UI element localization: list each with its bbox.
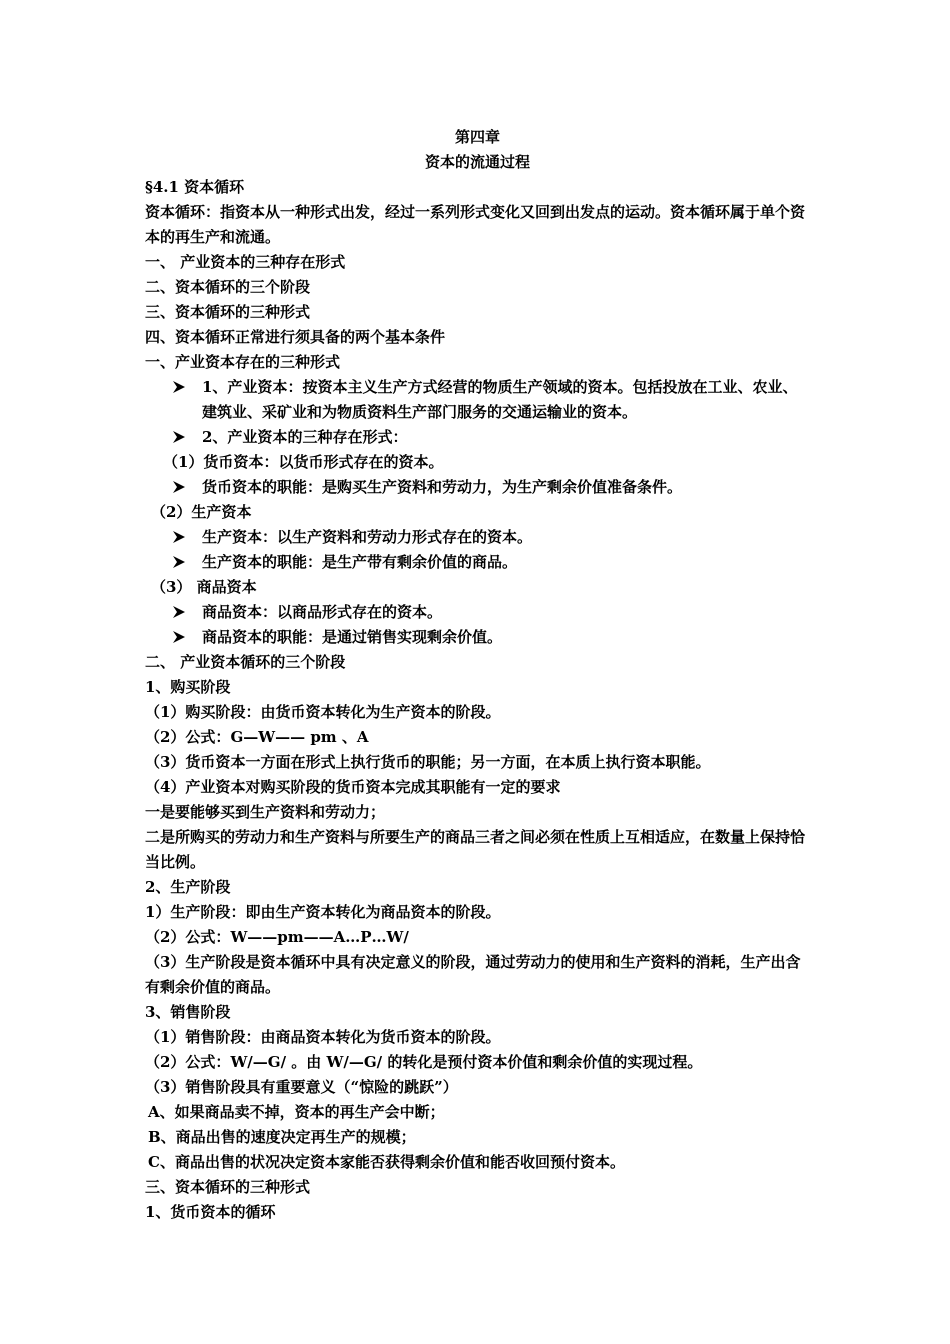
bullet-item bbox=[145, 550, 810, 575]
part2-heading: 二、 产业资本循环的三个阶段 bbox=[145, 653, 346, 671]
arrow-bullet-icon bbox=[173, 425, 187, 450]
text-paragraph: 二是所购买的劳动力和生产资料与所要生产的商品三者之间必须在性质上互相适应，在数量上保持恰当比例。 bbox=[145, 828, 806, 871]
arrow-bullet-icon bbox=[173, 600, 187, 625]
bullet-text: 生产资本：以生产资料和劳动力形式存在的资本。 bbox=[202, 528, 533, 546]
formula-line: （2）公式：W——pm——A…P…W/ bbox=[145, 928, 409, 946]
document-page bbox=[145, 125, 810, 1225]
outline-item: 二、资本循环的三个阶段 bbox=[145, 278, 311, 296]
bullet-item bbox=[145, 625, 810, 650]
bullet-text: 1、产业资本：按资本主义生产方式经营的物质生产领域的资本。包括投放在工业、农业、建筑业、采矿业和为物质资料生产部门服务的交通运输业的资本。 bbox=[202, 378, 798, 421]
outline-item: 四、资本循环正常进行须具备的两个基本条件 bbox=[145, 328, 446, 346]
text-paragraph: （3）生产阶段是资本循环中具有决定意义的阶段，通过劳动力的使用和生产资料的消耗，生产出含有剩余价值的商品。 bbox=[145, 953, 801, 996]
list-item: C、商品出售的状况决定资本家能否获得剩余价值和能否收回预付资本。 bbox=[148, 1153, 625, 1171]
text-line: 一是要能够买到生产资料和劳动力； bbox=[145, 803, 386, 821]
text-line: （1）购买阶段：由货币资本转化为生产资本的阶段。 bbox=[145, 703, 501, 721]
list-item: B、商品出售的速度决定再生产的规模； bbox=[148, 1128, 416, 1146]
arrow-bullet-icon bbox=[173, 375, 187, 400]
part3-heading: 三、资本循环的三种形式 bbox=[145, 1178, 311, 1196]
chapter-number: 第四章 bbox=[454, 128, 500, 146]
definition-paragraph: 资本循环：指资本从一种形式出发，经过一系列形式变化又回到出发点的运动。资本循环属于单个资本的再生产和流通。 bbox=[145, 203, 806, 246]
text-line: （1）销售阶段：由商品资本转化为货币资本的阶段。 bbox=[145, 1028, 501, 1046]
arrow-bullet-icon bbox=[173, 525, 187, 550]
bullet-text: 2、产业资本的三种存在形式： bbox=[202, 428, 408, 446]
outline-item: 三、资本循环的三种形式 bbox=[145, 303, 311, 321]
text-line: （3）货币资本一方面在形式上执行货币的职能；另一方面，在本质上执行资本职能。 bbox=[145, 753, 711, 771]
chapter-title: 资本的流通过程 bbox=[424, 153, 530, 171]
formula-line: （2）公式：W/—G/ 。由 W/—G/ 的转化是预付资本价值和剩余价值的实现过程。 bbox=[145, 1053, 703, 1071]
sub-heading: （2）生产资本 bbox=[151, 503, 252, 521]
stage-heading: 1、购买阶段 bbox=[145, 678, 231, 696]
arrow-bullet-icon bbox=[173, 625, 187, 650]
bullet-text: 商品资本的职能：是通过销售实现剩余价值。 bbox=[202, 628, 503, 646]
sub-heading: （1）货币资本：以货币形式存在的资本。 bbox=[163, 453, 444, 471]
bullet-item bbox=[145, 475, 810, 500]
bullet-item bbox=[145, 525, 810, 550]
bullet-item bbox=[145, 600, 810, 625]
text-line: （4）产业资本对购买阶段的货币资本完成其职能有一定的要求 bbox=[145, 778, 561, 796]
outline-item: 一、 产业资本的三种存在形式 bbox=[145, 253, 346, 271]
stage-heading: 3、销售阶段 bbox=[145, 1003, 231, 1021]
sub-heading: （3） 商品资本 bbox=[151, 578, 257, 596]
bullet-item bbox=[145, 375, 810, 425]
bullet-text: 商品资本：以商品形式存在的资本。 bbox=[202, 603, 443, 621]
list-item: A、如果商品卖不掉，资本的再生产会中断； bbox=[148, 1103, 445, 1121]
stage-heading: 2、生产阶段 bbox=[145, 878, 231, 896]
stage-heading: 1、货币资本的循环 bbox=[145, 1203, 276, 1221]
arrow-bullet-icon bbox=[173, 550, 187, 575]
bullet-text: 生产资本的职能：是生产带有剩余价值的商品。 bbox=[202, 553, 518, 571]
part1-heading: 一、产业资本存在的三种形式 bbox=[145, 353, 341, 371]
arrow-bullet-icon bbox=[173, 475, 187, 500]
text-line: （3）销售阶段具有重要意义（“惊险的跳跃”） bbox=[145, 1078, 458, 1096]
bullet-text: 货币资本的职能：是购买生产资料和劳动力，为生产剩余价值准备条件。 bbox=[202, 478, 683, 496]
bullet-item bbox=[145, 425, 810, 450]
text-line: 1）生产阶段：即由生产资本转化为商品资本的阶段。 bbox=[145, 903, 501, 921]
formula-line: （2）公式：G—W—— pm 、A bbox=[145, 728, 369, 746]
section-heading: §4.1 资本循环 bbox=[145, 178, 245, 196]
